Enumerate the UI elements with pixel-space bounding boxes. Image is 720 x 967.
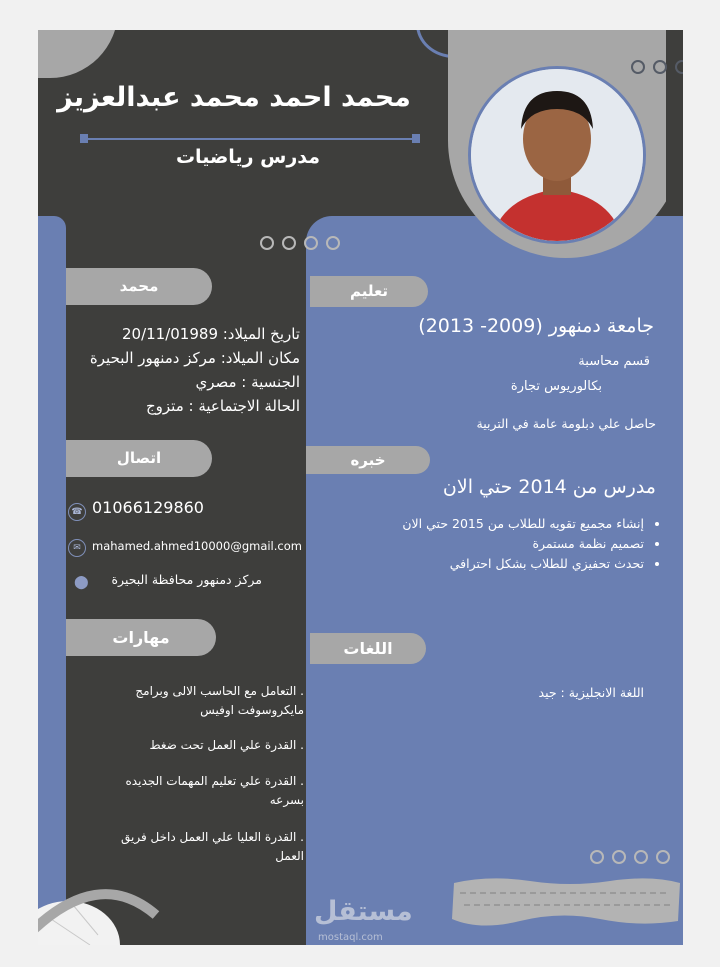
watermark-site: mostaql.com xyxy=(318,932,383,943)
planet-decor-icon xyxy=(38,875,168,945)
name-underline xyxy=(83,138,419,140)
full-name: محمد احمد محمد عبدالعزيز xyxy=(57,82,411,113)
dot-decor xyxy=(634,850,648,864)
birth-date: تاريخ الميلاد: 20/11/01989 xyxy=(121,325,300,343)
underline-end-left xyxy=(80,134,88,143)
email-address[interactable]: mahamed.ahmed10000@gmail.com xyxy=(92,539,302,553)
left-strip xyxy=(38,216,66,945)
experience-list xyxy=(328,514,660,574)
dot-decor xyxy=(612,850,626,864)
department: قسم محاسبة xyxy=(578,354,650,369)
experience-item: • إنشاء مجميع تقويه للطلاب من 2015 حتي الان xyxy=(328,514,644,534)
person-photo-icon xyxy=(471,69,643,241)
watermark-brand: مستقل xyxy=(314,896,413,927)
contact-heading: اتصال xyxy=(66,440,212,477)
dot-decor xyxy=(675,60,683,74)
marital-status: الحالة الاجتماعية : متزوج xyxy=(145,397,300,415)
email-icon: ✉ xyxy=(68,539,86,557)
skill-item: . القدرة علي تعليم المهمات الجديده بسرعه xyxy=(125,774,304,807)
experience-item: • تصميم نظمة مستمرة xyxy=(328,534,644,554)
degree: بكالوريوس تجارة xyxy=(510,379,602,394)
address: مركز دمنهور محافظة البحيرة xyxy=(111,572,262,587)
dot-decor xyxy=(260,236,274,250)
languages-heading: اللغات xyxy=(310,633,426,664)
skill-item: . القدرة العليا علي العمل داخل فريق العمل xyxy=(121,830,304,863)
experience-heading: خبره xyxy=(306,446,430,474)
university: جامعة دمنهور (2009- 2013) xyxy=(418,315,654,337)
skill-item: . القدرة علي العمل تحت ضغط xyxy=(149,738,304,752)
brush-stroke-decor xyxy=(450,875,683,927)
experience-title: مدرس من 2014 حتي الان xyxy=(442,476,656,498)
birth-place: مكان الميلاد: مركز دمنهور البحيرة xyxy=(89,349,300,367)
skill-item: . التعامل مع الحاسب الالى وبرامج مايكروسوفت اوفيس xyxy=(135,684,304,717)
english-level: اللغة الانجليزية : جيد xyxy=(538,685,644,700)
nationality: الجنسية : مصري xyxy=(195,373,300,391)
dot-decor xyxy=(326,236,340,250)
underline-end-right xyxy=(412,134,420,143)
dot-decor xyxy=(631,60,645,74)
dot-decor xyxy=(590,850,604,864)
dot-decor xyxy=(282,236,296,250)
dot-decor xyxy=(656,850,670,864)
location-icon: ⬤ xyxy=(74,575,89,590)
phone-icon: ☎ xyxy=(68,503,86,521)
dot-decor xyxy=(304,236,318,250)
personal-heading: محمد xyxy=(66,268,212,305)
top-left-blob xyxy=(38,30,118,78)
skills-heading: مهارات xyxy=(66,619,216,656)
arch-notch xyxy=(666,30,683,216)
phone-number[interactable]: 01066129860 xyxy=(92,498,204,517)
dot-decor xyxy=(653,60,667,74)
profile-photo xyxy=(468,66,646,244)
experience-item: • تحدث تحفيزي للطلاب بشكل احترافي xyxy=(328,554,644,574)
personal-info xyxy=(66,322,300,418)
diploma: حاصل علي دبلومة عامة في التربية xyxy=(476,416,656,431)
education-heading: تعليم xyxy=(310,276,428,307)
job-title: مدرس رياضيات xyxy=(175,146,321,168)
cv-page xyxy=(38,30,683,945)
